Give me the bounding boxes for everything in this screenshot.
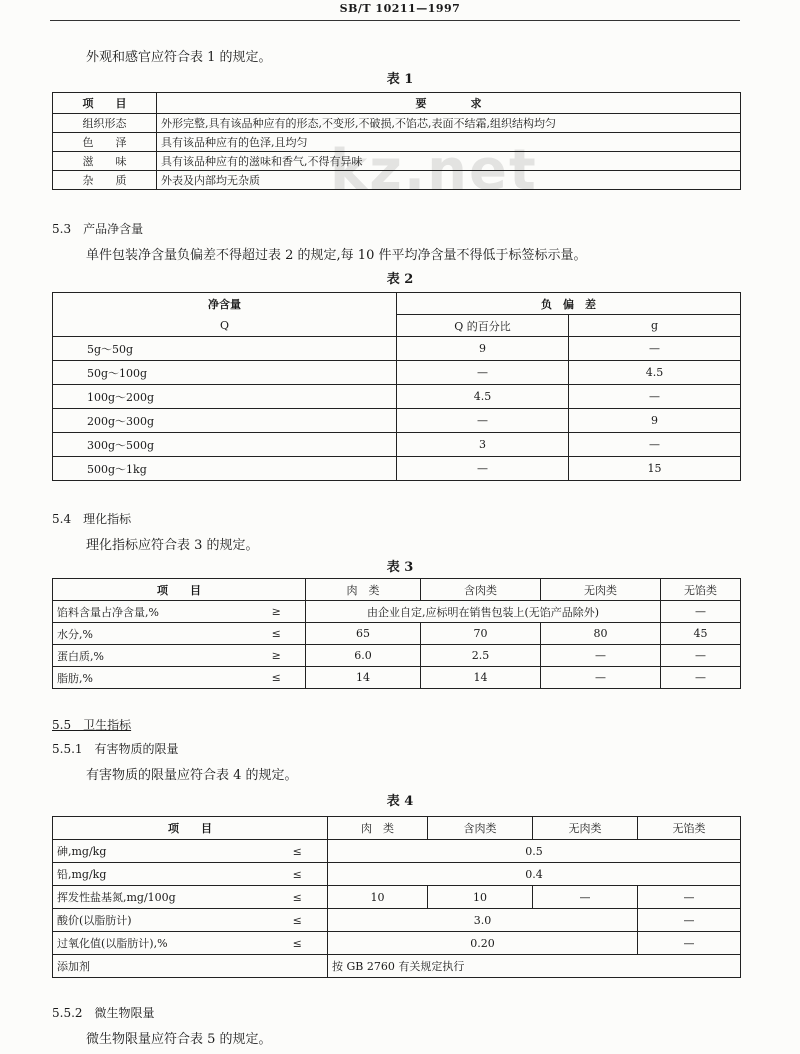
table4-caption: 表 4 xyxy=(386,794,414,809)
table4-value-cell: — xyxy=(533,886,638,909)
table-row xyxy=(53,623,741,645)
table-row xyxy=(53,433,741,457)
table2-g-cell: 9 xyxy=(569,409,741,433)
table2-g-cell: — xyxy=(569,385,741,409)
table1-header-cell: 要 求 xyxy=(157,93,741,114)
table4-value-cell: 10 xyxy=(328,886,428,909)
table1-item-cell: 色 泽 xyxy=(53,133,157,152)
table-row xyxy=(53,955,741,978)
table1-req-cell: 外形完整,具有该品种应有的形态,不变形,不破损,不馅芯,表面不结霜,组织结构均匀 xyxy=(157,114,741,133)
table1-caption: 表 1 xyxy=(386,72,414,87)
section-5-5-text: 5.5 卫生指标 xyxy=(52,718,132,732)
table2-header-q: Q xyxy=(53,315,397,337)
table1-header-row xyxy=(53,93,741,114)
table2-g-cell: — xyxy=(569,433,741,457)
table3-item-cell: 馅料含量占净含量,% xyxy=(53,601,248,623)
table1-req-cell: 具有该品种应有的色泽,且均匀 xyxy=(157,133,741,152)
section-5-5-2-text: 微生物限量应符合表 5 的规定。 xyxy=(86,1032,272,1047)
section-5-5-title xyxy=(52,716,131,733)
table3-value-cell: — xyxy=(541,667,661,689)
table3-value-cell: — xyxy=(661,601,741,623)
table2-g-cell: 4.5 xyxy=(569,361,741,385)
table2-range-cell: 500g～1kg xyxy=(53,457,397,481)
table2-header-deviation: 负 偏 差 xyxy=(397,293,741,315)
table2-g-cell: — xyxy=(569,337,741,361)
table4-symbol-cell: ≤ xyxy=(268,840,328,863)
table3-value-cell: 14 xyxy=(421,667,541,689)
table3-value-cell: 45 xyxy=(661,623,741,645)
table-row xyxy=(53,886,741,909)
table3-value-cell: — xyxy=(661,667,741,689)
intro-paragraph: 外观和感官应符合表 1 的规定。 xyxy=(86,50,272,65)
table4-value-cell: — xyxy=(638,909,741,932)
table-row xyxy=(53,409,741,433)
table-row xyxy=(53,840,741,863)
table3-symbol-cell: ≤ xyxy=(248,623,306,645)
table4-merged-cell: 按 GB 2760 有关规定执行 xyxy=(328,955,741,978)
table3-item-cell: 脂肪,% xyxy=(53,667,248,689)
table2-pct-cell: 4.5 xyxy=(397,385,569,409)
table-row xyxy=(53,361,741,385)
table2-range-cell: 5g～50g xyxy=(53,337,397,361)
table4-item-cell: 铅,mg/kg xyxy=(53,863,268,886)
table1-item-cell: 组织形态 xyxy=(53,114,157,133)
table3-value-cell: 6.0 xyxy=(306,645,421,667)
table4-merged-cell: 0.4 xyxy=(328,863,741,886)
table4-value-cell: 10 xyxy=(428,886,533,909)
table3-header-cell: 无馅类 xyxy=(661,579,741,601)
table3-item-cell: 水分,% xyxy=(53,623,248,645)
table2-subheader-row xyxy=(53,315,741,337)
table-row xyxy=(53,171,741,190)
table4-merged-cell: 0.20 xyxy=(328,932,638,955)
table3-symbol-cell: ≥ xyxy=(248,645,306,667)
table4-merged-cell: 0.5 xyxy=(328,840,741,863)
table3-value-cell: 80 xyxy=(541,623,661,645)
table1-req-cell: 外表及内部均无杂质 xyxy=(157,171,741,190)
table-row xyxy=(53,863,741,886)
standard-code: SB/T 10211—1997 xyxy=(339,2,461,15)
table-row xyxy=(53,601,741,623)
table2-pct-cell: 9 xyxy=(397,337,569,361)
table2-header-row xyxy=(53,293,741,315)
table2-range-cell: 300g～500g xyxy=(53,433,397,457)
table2 xyxy=(52,292,741,481)
table3-caption: 表 3 xyxy=(386,560,414,575)
table4-symbol-cell: ≤ xyxy=(268,863,328,886)
table4-header-cell: 含肉类 xyxy=(428,817,533,840)
table-row xyxy=(53,133,741,152)
table-row xyxy=(53,385,741,409)
table4-merged-cell: 3.0 xyxy=(328,909,638,932)
table3-symbol-cell: ≥ xyxy=(248,601,306,623)
table1-req-cell: 具有该品种应有的滋味和香气,不得有异味 xyxy=(157,152,741,171)
section-5-5-1-text: 有害物质的限量应符合表 4 的规定。 xyxy=(86,768,298,783)
table2-header-percent: Q 的百分比 xyxy=(397,315,569,337)
table4 xyxy=(52,816,741,978)
table1-item-cell: 滋 味 xyxy=(53,152,157,171)
table4-item-cell: 添加剂 xyxy=(53,955,328,978)
table2-header-g: g xyxy=(569,315,741,337)
table4-header-row xyxy=(53,817,741,840)
section-5-4-text: 理化指标应符合表 3 的规定。 xyxy=(86,538,259,553)
table4-symbol-cell: ≤ xyxy=(268,909,328,932)
table3-header-cell: 肉 类 xyxy=(306,579,421,601)
table4-symbol-cell: ≤ xyxy=(268,886,328,909)
table2-pct-cell: 3 xyxy=(397,433,569,457)
table-row xyxy=(53,337,741,361)
section-5-3-text: 单件包装净含量负偏差不得超过表 2 的规定,每 10 件平均净含量不得低于标签标示量。 xyxy=(86,248,587,263)
table4-item-cell: 挥发性盐基氮,mg/100g xyxy=(53,886,268,909)
table4-item-cell: 酸价(以脂肪计) xyxy=(53,909,268,932)
section-5-5-2-title: 5.5.2 微生物限量 xyxy=(52,1006,155,1020)
table4-header-cell: 项 目 xyxy=(53,817,328,840)
table3-value-cell: — xyxy=(541,645,661,667)
table3-header-cell: 无肉类 xyxy=(541,579,661,601)
table3-header-cell: 项 目 xyxy=(53,579,306,601)
table2-caption: 表 2 xyxy=(386,272,414,287)
table3-value-cell: 70 xyxy=(421,623,541,645)
table-row xyxy=(53,645,741,667)
table2-pct-cell: — xyxy=(397,457,569,481)
table4-item-cell: 过氧化值(以脂肪计),% xyxy=(53,932,268,955)
table2-pct-cell: — xyxy=(397,361,569,385)
table-row xyxy=(53,667,741,689)
table2-range-cell: 200g～300g xyxy=(53,409,397,433)
table3-merged-cell: 由企业自定,应标明在销售包装上(无馅产品除外) xyxy=(306,601,661,623)
table4-symbol-cell: ≤ xyxy=(268,932,328,955)
table4-header-cell: 无肉类 xyxy=(533,817,638,840)
section-5-4-title: 5.4 理化指标 xyxy=(52,512,132,526)
table4-header-cell: 肉 类 xyxy=(328,817,428,840)
table2-pct-cell: — xyxy=(397,409,569,433)
table1-item-cell: 杂 质 xyxy=(53,171,157,190)
table2-header-net: 净含量 xyxy=(53,293,397,315)
table3-symbol-cell: ≤ xyxy=(248,667,306,689)
section-5-3-title: 5.3 产品净含量 xyxy=(52,222,144,236)
table4-item-cell: 砷,mg/kg xyxy=(53,840,268,863)
table4-header-cell: 无馅类 xyxy=(638,817,741,840)
table3 xyxy=(52,578,741,689)
table3-value-cell: 14 xyxy=(306,667,421,689)
table3-item-cell: 蛋白质,% xyxy=(53,645,248,667)
table-row xyxy=(53,114,741,133)
table1 xyxy=(52,92,741,190)
table2-g-cell: 15 xyxy=(569,457,741,481)
table3-value-cell: 2.5 xyxy=(421,645,541,667)
table1-header-cell: 项 目 xyxy=(53,93,157,114)
table-row xyxy=(53,932,741,955)
table2-range-cell: 100g～200g xyxy=(53,385,397,409)
table-row xyxy=(53,457,741,481)
header-rule xyxy=(50,20,740,21)
table3-value-cell: 65 xyxy=(306,623,421,645)
table-row xyxy=(53,152,741,171)
table-row xyxy=(53,909,741,932)
table4-value-cell: — xyxy=(638,932,741,955)
table3-header-cell: 含肉类 xyxy=(421,579,541,601)
section-5-5-1-title: 5.5.1 有害物质的限量 xyxy=(52,742,179,756)
table3-value-cell: — xyxy=(661,645,741,667)
table4-value-cell: — xyxy=(638,886,741,909)
table3-header-row xyxy=(53,579,741,601)
watermark: kz.net xyxy=(330,138,538,203)
table2-range-cell: 50g～100g xyxy=(53,361,397,385)
